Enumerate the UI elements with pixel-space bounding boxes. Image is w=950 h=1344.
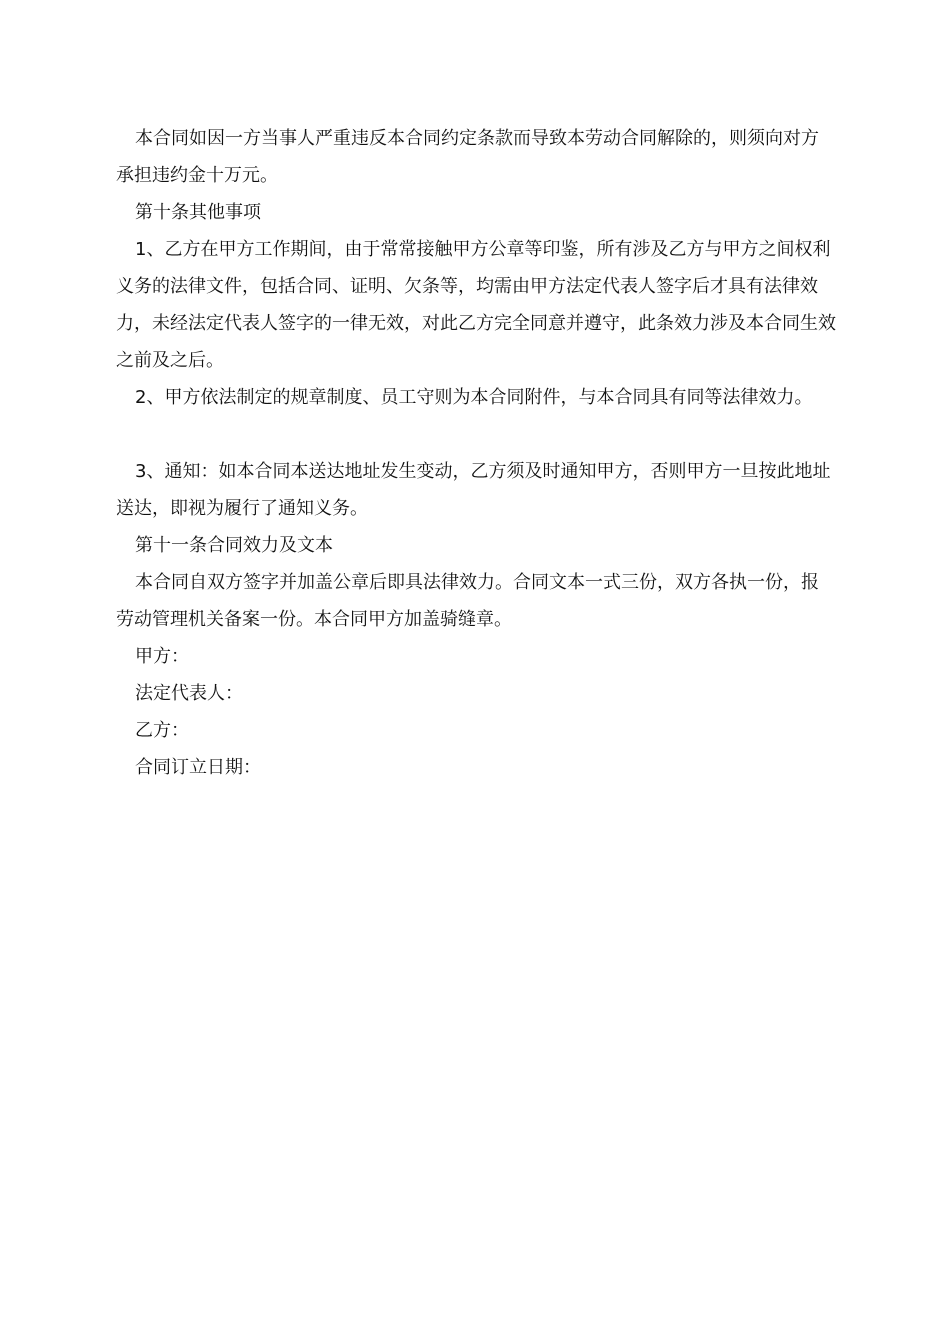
paragraph-gap (116, 416, 836, 453)
section-heading-10: 第十条其他事项 (135, 202, 261, 223)
clause-10-3: 3、通知：如本合同本送达地址发生变动，乙方须及时通知甲方，否则甲方一旦按此地址送达，即视为履行了通知义务。 (116, 461, 831, 519)
clause-penalty: 本合同如因一方当事人严重违反本合同约定条款而导致本劳动合同解除的，则须向对方承担违约金十万元。 (116, 128, 819, 186)
signature-legal-representative: 法定代表人： (135, 683, 243, 704)
clause-10-2: 2、甲方依法制定的规章制度、员工守则为本合同附件，与本合同具有同等法律效力。 (135, 387, 813, 408)
signature-contract-date: 合同订立日期： (135, 757, 261, 778)
document-body (116, 120, 836, 786)
signature-party-b: 乙方： (135, 720, 189, 741)
signature-party-a: 甲方： (135, 646, 189, 667)
clause-11-text: 本合同自双方签字并加盖公章后即具法律效力。合同文本一式三份，双方各执一份，报劳动管理机关备案一份。本合同甲方加盖骑缝章。 (116, 572, 819, 630)
clause-10-1: 1、乙方在甲方工作期间，由于常常接触甲方公章等印鉴，所有涉及乙方与甲方之间权利义务的法律文件，包括合同、证明、欠条等，均需由甲方法定代表人签字后才具有法律效力，未经法定代表人签字的一律无效，对此乙方完全同意并遵守，此条效力涉及本合同生效之前及之后。 (116, 239, 836, 371)
section-heading-11: 第十一条合同效力及文本 (135, 535, 333, 556)
